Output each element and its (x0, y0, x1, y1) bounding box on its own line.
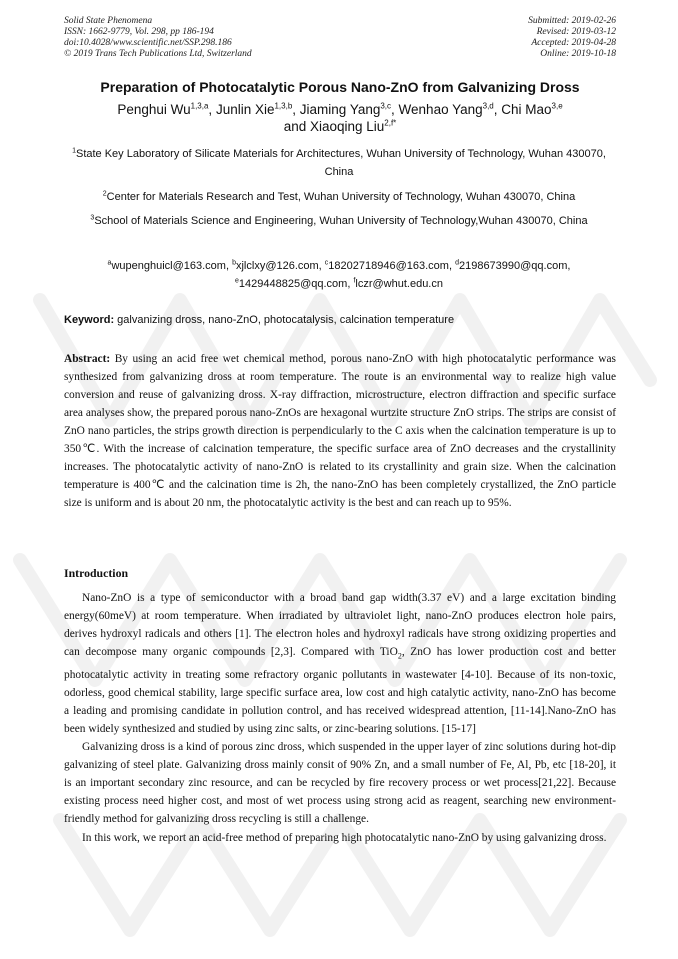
affiliation-marker: 1 (72, 147, 76, 155)
abstract-label: Abstract: (64, 353, 111, 365)
introduction-body (64, 589, 616, 847)
author-affiliation-marker: 3,c (380, 101, 392, 111)
author-name: Junlin Xie (215, 102, 275, 117)
author-name: and Xiaoqing Liu (283, 119, 385, 134)
email-marker: b (232, 259, 236, 267)
author-affiliation-marker: 3,d (482, 101, 494, 111)
affiliation-2 (60, 189, 618, 207)
intro-paragraph-3: In this work, we report an acid-free method of preparing high photocatalytic nano-ZnO by using galvanizing dross. (82, 831, 607, 844)
author-name: Wenhao Yang (398, 102, 483, 117)
author-separator: , (391, 102, 399, 117)
doi-link[interactable]: doi:10.4028/www.scientific.net/SSP.298.186 (64, 38, 232, 48)
affiliation-marker: 3 (90, 214, 95, 222)
email-marker: a (107, 259, 112, 267)
author-affiliation-marker: 1,3,a (190, 101, 209, 111)
issn-line: ISSN: 1662-9779, Vol. 298, pp 186-194 (64, 27, 214, 37)
affiliation-text: Center for Materials Research and Test, Wuhan University of Technology, Wuhan 430070, China (106, 191, 576, 203)
affiliation-text: State Key Laboratory of Silicate Materials for Architectures, Wuhan University of Technology, Wuhan 430070, China (75, 148, 606, 178)
keyword-label: Keyword: (64, 314, 115, 326)
author-affiliation-marker: 3,e (551, 101, 563, 111)
author-separator: , (493, 102, 502, 117)
author-emails (60, 258, 618, 293)
author-list (40, 101, 640, 135)
email-e[interactable]: 1429448825@qq.com, (238, 277, 354, 290)
abstract (64, 350, 616, 512)
introduction-heading: Introduction (64, 566, 129, 580)
affiliation-marker: 2 (102, 190, 107, 198)
email-a[interactable]: wupenghuicl@163.com, (111, 260, 233, 272)
author-affiliation-marker: 1,3,b (274, 101, 293, 111)
affiliation-1 (60, 146, 618, 181)
paragraph-text: Nano-ZnO is a type of semiconductor with a broad band gap width(3.37 eV) and a large excitation binding energy(60meV) at room temperature. When irradiated by ultraviolet light, nano-ZnO produces electron hole pairs, derives hydroxyl radicals and others [1]. The electron holes and hydroxyl radicals have strong oxidizing properties and can decompose many organic compounds [2,3]. Compared with TiO (64, 592, 616, 659)
email-c[interactable]: 18202718946@163.com, (328, 260, 456, 272)
accepted-date: Accepted: 2019-04-28 (531, 38, 616, 48)
author-name: Chi Mao (501, 102, 552, 117)
keyword-text: galvanizing dross, nano-ZnO, photocatalysis, calcination temperature (114, 314, 455, 326)
email-b[interactable]: xjlclxy@126.com, (235, 260, 325, 272)
email-marker: f (353, 276, 356, 284)
revised-date: Revised: 2019-03-12 (536, 27, 616, 37)
abstract-text: By using an acid free wet chemical method, porous nano-ZnO with high photocatalytic performance was synthesized from galvanizing dross at room temperature. The route is an environmental way to realize high value conversion and reuse of galvanizing dross. X-ray diffraction, microstructure, electron diffraction and specific surface area analyses show, the prepared porous nano-ZnOs are hexagonal wurtzite structure ZnO strips. The strips are consist of ZnO nano particles, the strips growth direction is perpendicularly to the C axis when the calcination temperature is up to 350℃. With the increase of calcination temperature, the specific surface area of ZnO decreases and the crystallinity increases. The photocatalytic activity of nano-ZnO is related to its crystallinity and grain size. When the calcination temperature is 400℃ and the calcination time is 2h, the nano-ZnO has been completely crystallized, the ZnO particle size is uniform and is about 20 nm, the photocatalytic activity is the best and can reach up to 95%. (64, 353, 616, 509)
email-f[interactable]: lczr@whut.edu.cn (355, 277, 443, 290)
copyright-line: © 2019 Trans Tech Publications Ltd, Switzerland (64, 49, 252, 59)
subscript: 2 (397, 651, 402, 661)
paper-title: Preparation of Photocatalytic Porous Nano-ZnO from Galvanizing Dross (100, 79, 580, 95)
author-name: Penghui Wu (117, 102, 191, 117)
keywords (64, 312, 616, 329)
submitted-date: Submitted: 2019-02-26 (528, 16, 616, 26)
journal-info (64, 16, 252, 60)
paragraph-text: , ZnO has lower production cost and better photocatalytic activity in treating some refractory organic pollutants in wastewater [4-10]. Because of its non-toxic, odorless, good chemical stability, large specific surface area, low cost and high catalytic activity, nano-ZnO has become a leading and promising candidate in pollution control, and has received widespread attention, [11-14].Nano-ZnO has been widely synthesized and studied by using zinc salts, or zinc-bearing solutions. [15-17] (64, 646, 616, 735)
author-name: Jiaming Yang (299, 102, 381, 117)
intro-paragraph-1 (64, 589, 616, 738)
author-affiliation-marker: 2,f* (384, 118, 397, 128)
affiliation-3 (60, 213, 618, 231)
journal-name: Solid State Phenomena (64, 16, 153, 26)
affiliation-text: School of Materials Science and Engineering, Wuhan University of Technology,Wuhan 430070, China (94, 215, 588, 227)
online-date: Online: 2019-10-18 (540, 49, 616, 59)
author-separator: , (208, 102, 216, 117)
email-marker: d (455, 259, 459, 267)
intro-paragraph-2: Galvanizing dross is a kind of porous zinc dross, which suspended in the upper layer of zinc solutions during hot-dip galvanizing of steel plate. Galvanizing dross mainly consit of 90% Zn, and a small number of Fe, Al, Pb, etc [18-20], it is an important secondary zinc resource, and can be recycled by fire recovery process or wet process[21,22]. Because existing process need higher cost, and most of wet process using strong acid as reagent, searching new environment-friendly method for galvanizing dross recycling is still a challenge. (64, 741, 616, 826)
email-d[interactable]: 2198673990@qq.com, (458, 260, 571, 272)
email-marker: c (324, 259, 329, 267)
publication-dates (528, 16, 616, 60)
email-marker: e (235, 276, 239, 284)
author-separator: , (292, 102, 300, 117)
